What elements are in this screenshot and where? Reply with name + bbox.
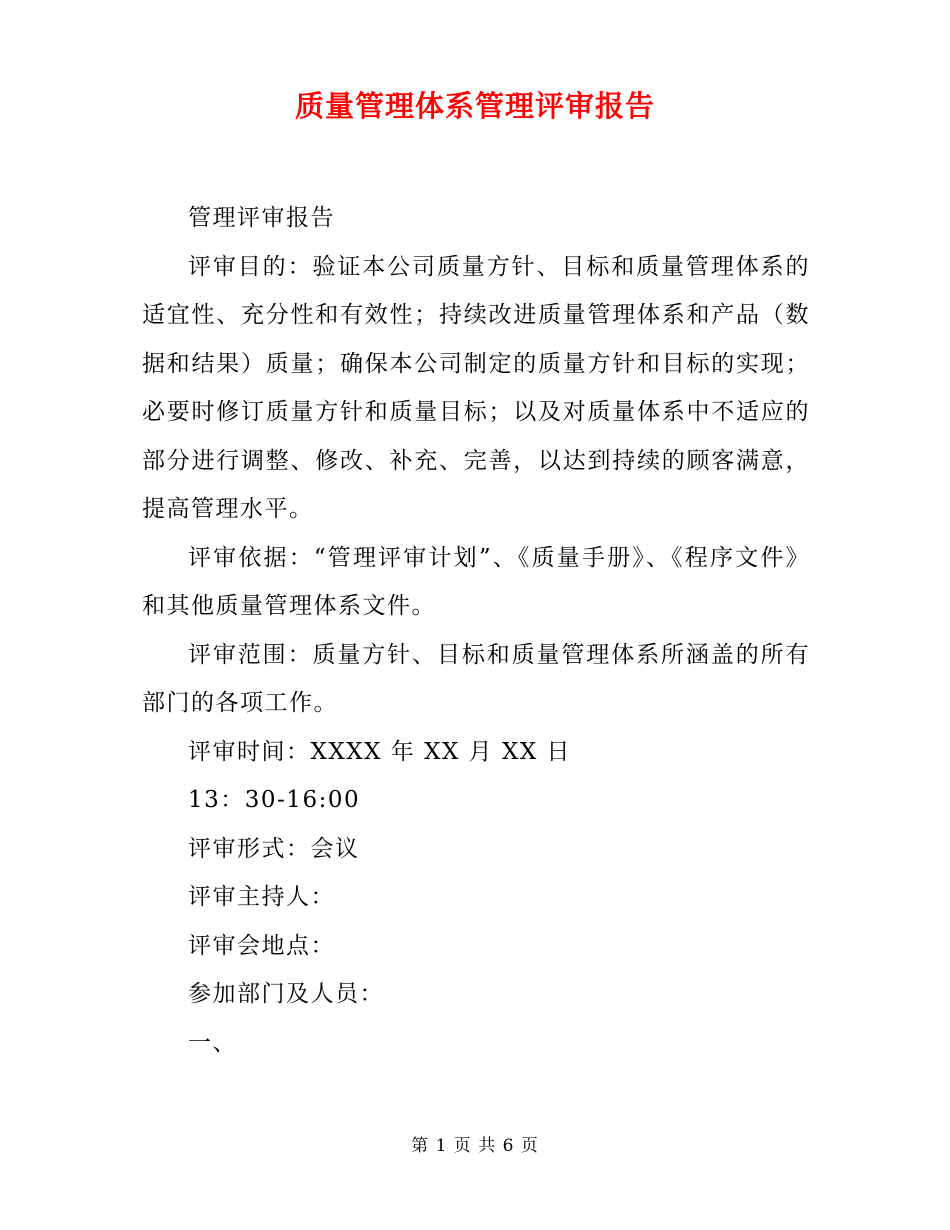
- paragraph-attendees: 参加部门及人员：: [188, 981, 384, 1007]
- paragraph-location: 评审会地点：: [188, 932, 335, 959]
- paragraph-purpose: 评审目的：验证本公司质量方针、目标和质量管理体系的适宜性、充分性和有效性；持续改进质量管理体系和产品（数据和结果）质量；确保本公司制定的质量方针和目标的实现；必要时修订质量方针和质量目标；以及对质量体系中不适应的部分进行调整、修改、补充、完善，以达到持续的顾客满意，提高管理水平。: [142, 253, 810, 522]
- document-title: 质量管理体系管理评审报告: [294, 89, 655, 123]
- page-footer: 第 1 页 共 6 页: [411, 1136, 539, 1156]
- paragraph-format: 评审形式：会议: [188, 835, 360, 862]
- document-body: [142, 194, 810, 1067]
- paragraph-scope: 评审范围：质量方针、目标和质量管理体系所涵盖的所有部门的各项工作。: [142, 641, 810, 716]
- paragraph-section-one: 一、: [188, 1029, 237, 1056]
- paragraph-date: 评审时间：XXXX 年 XX 月 XX 日: [188, 738, 572, 765]
- paragraph-host: 评审主持人：: [188, 884, 335, 910]
- paragraph-time: 13：30-16:00: [188, 787, 361, 813]
- paragraph-basis: 评审依据：“管理评审计划”、《质量手册》、《程序文件》和其他质量管理体系文件。: [142, 544, 810, 619]
- paragraph-heading: 管理评审报告: [188, 205, 335, 231]
